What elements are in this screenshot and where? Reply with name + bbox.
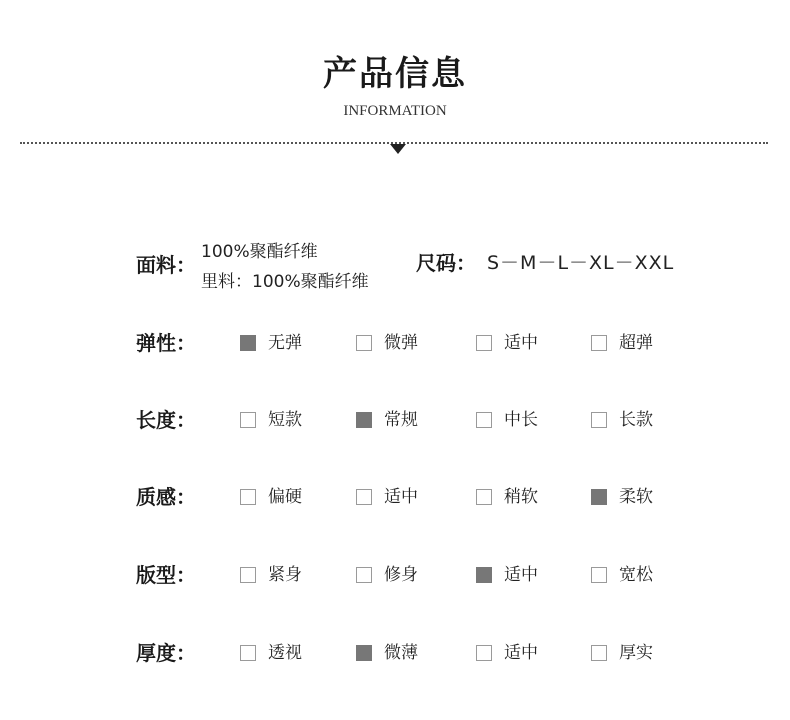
page-title: 产品信息 — [323, 54, 467, 94]
option-label: 中长 — [504, 410, 538, 430]
checkbox — [356, 335, 372, 351]
option-label: 微弹 — [384, 333, 418, 353]
fabric-lining-value: 里料：100%聚酯纤维 — [201, 272, 369, 292]
option-label: 适中 — [384, 487, 418, 507]
option-label: 适中 — [504, 333, 538, 353]
option-length-1 — [240, 408, 302, 432]
checkbox — [476, 645, 492, 661]
option-label: 紧身 — [268, 565, 302, 585]
checkbox — [356, 489, 372, 505]
option-elasticity-3 — [476, 331, 538, 355]
option-length-4 — [591, 408, 653, 432]
page-subtitle: INFORMATION — [343, 103, 447, 119]
checkbox — [356, 567, 372, 583]
option-label: 适中 — [504, 565, 538, 585]
option-label: 微薄 — [384, 643, 418, 663]
option-elasticity-4 — [591, 331, 653, 355]
attribute-label-thickness: 厚度： — [136, 641, 196, 665]
option-texture-4 — [591, 485, 653, 509]
checkbox — [476, 489, 492, 505]
option-label: 无弹 — [268, 333, 302, 353]
option-label: 修身 — [384, 565, 418, 585]
checkbox-checked — [356, 412, 372, 428]
attribute-label-elasticity: 弹性： — [136, 331, 196, 355]
option-label: 超弹 — [619, 333, 653, 353]
option-elasticity-1 — [240, 331, 302, 355]
attribute-label-texture: 质感： — [136, 485, 196, 509]
option-fit-4 — [591, 563, 653, 587]
checkbox — [240, 567, 256, 583]
option-label: 柔软 — [619, 487, 653, 507]
checkbox-checked — [476, 567, 492, 583]
option-fit-2 — [356, 563, 418, 587]
option-length-2 — [356, 408, 418, 432]
option-thickness-4 — [591, 641, 653, 665]
option-fit-1 — [240, 563, 302, 587]
checkbox — [591, 335, 607, 351]
fabric-outer-value: 100%聚酯纤维 — [201, 242, 318, 262]
option-length-3 — [476, 408, 538, 432]
option-thickness-2 — [356, 641, 418, 665]
checkbox — [591, 412, 607, 428]
option-texture-3 — [476, 485, 538, 509]
option-texture-1 — [240, 485, 302, 509]
fabric-label: 面料： — [136, 253, 196, 277]
checkbox — [591, 567, 607, 583]
option-fit-3 — [476, 563, 538, 587]
checkbox — [591, 645, 607, 661]
checkbox — [240, 489, 256, 505]
option-label: 透视 — [268, 643, 302, 663]
checkbox-checked — [591, 489, 607, 505]
checkbox-checked — [356, 645, 372, 661]
checkbox — [476, 335, 492, 351]
attribute-label-fit: 版型： — [136, 563, 196, 587]
option-label: 短款 — [268, 410, 302, 430]
option-thickness-3 — [476, 641, 538, 665]
triangle-down-icon — [390, 144, 406, 154]
size-label: 尺码： — [416, 251, 476, 275]
option-label: 偏硬 — [268, 487, 302, 507]
attribute-label-length: 长度： — [136, 408, 196, 432]
checkbox-checked — [240, 335, 256, 351]
option-label: 宽松 — [619, 565, 653, 585]
checkbox — [240, 645, 256, 661]
option-thickness-1 — [240, 641, 302, 665]
option-label: 稍软 — [504, 487, 538, 507]
option-label: 厚实 — [619, 643, 653, 663]
option-texture-2 — [356, 485, 418, 509]
option-elasticity-2 — [356, 331, 418, 355]
option-label: 适中 — [504, 643, 538, 663]
checkbox — [240, 412, 256, 428]
option-label: 长款 — [619, 410, 653, 430]
checkbox — [476, 412, 492, 428]
option-label: 常规 — [384, 410, 418, 430]
size-value: S－M－L－XL－XXL — [487, 252, 675, 274]
